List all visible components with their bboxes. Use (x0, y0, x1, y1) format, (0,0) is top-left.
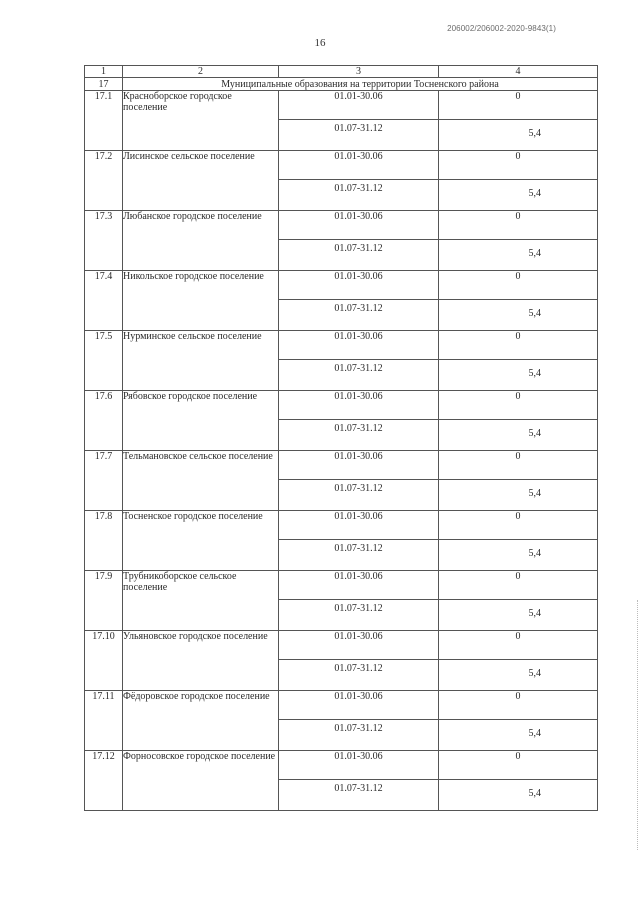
row-number: 17.4 (85, 271, 123, 331)
value-first-half: 0 (439, 211, 598, 240)
value-second-half: 5,4 (439, 240, 598, 271)
table-row (85, 151, 598, 180)
value-first-half: 0 (439, 271, 598, 300)
value-first-half: 0 (439, 91, 598, 120)
tariff-table (84, 65, 598, 811)
period-first-half: 01.01-30.06 (279, 631, 439, 660)
section-title: Муниципальные образования на территории Тосненского района (123, 78, 598, 91)
value-second-half: 5,4 (439, 540, 598, 571)
period-first-half: 01.01-30.06 (279, 451, 439, 480)
value-second-half: 5,4 (439, 720, 598, 751)
value-first-half: 0 (439, 331, 598, 360)
period-first-half: 01.01-30.06 (279, 91, 439, 120)
period-second-half: 01.07-31.12 (279, 540, 439, 571)
column-header-4: 4 (439, 66, 598, 78)
row-number: 17.11 (85, 691, 123, 751)
municipality-name: Тельмановское сельское поселение (123, 451, 279, 511)
period-first-half: 01.01-30.06 (279, 211, 439, 240)
row-number: 17.1 (85, 91, 123, 151)
value-second-half: 5,4 (439, 780, 598, 811)
table-row (85, 391, 598, 420)
section-number: 17 (85, 78, 123, 91)
period-first-half: 01.01-30.06 (279, 151, 439, 180)
period-second-half: 01.07-31.12 (279, 660, 439, 691)
period-second-half: 01.07-31.12 (279, 360, 439, 391)
value-first-half: 0 (439, 571, 598, 600)
table-row (85, 91, 598, 120)
table-row (85, 331, 598, 360)
page-number: 16 (314, 37, 326, 49)
row-number: 17.7 (85, 451, 123, 511)
municipality-name: Красноборское городское поселение (123, 91, 279, 151)
municipality-name: Тосненское городское поселение (123, 511, 279, 571)
municipality-name: Фёдоровское городское поселение (123, 691, 279, 751)
value-first-half: 0 (439, 151, 598, 180)
value-second-half: 5,4 (439, 600, 598, 631)
column-header-row (85, 66, 598, 78)
value-second-half: 5,4 (439, 420, 598, 451)
period-second-half: 01.07-31.12 (279, 120, 439, 151)
row-number: 17.12 (85, 751, 123, 811)
document-code: 206002/206002-2020-9843(1) (447, 24, 556, 33)
period-second-half: 01.07-31.12 (279, 600, 439, 631)
row-number: 17.5 (85, 331, 123, 391)
period-first-half: 01.01-30.06 (279, 331, 439, 360)
tariff-table-body (85, 66, 598, 811)
municipality-name: Рябовское городское поселение (123, 391, 279, 451)
section-row (85, 78, 598, 91)
value-first-half: 0 (439, 751, 598, 780)
period-first-half: 01.01-30.06 (279, 391, 439, 420)
period-second-half: 01.07-31.12 (279, 720, 439, 751)
value-second-half: 5,4 (439, 660, 598, 691)
period-second-half: 01.07-31.12 (279, 180, 439, 211)
value-first-half: 0 (439, 631, 598, 660)
value-second-half: 5,4 (439, 300, 598, 331)
municipality-name: Ульяновское городское поселение (123, 631, 279, 691)
municipality-name: Любанское городское поселение (123, 211, 279, 271)
period-first-half: 01.01-30.06 (279, 511, 439, 540)
row-number: 17.6 (85, 391, 123, 451)
table-row (85, 571, 598, 600)
table-row (85, 511, 598, 540)
value-second-half: 5,4 (439, 120, 598, 151)
period-first-half: 01.01-30.06 (279, 271, 439, 300)
value-first-half: 0 (439, 451, 598, 480)
period-first-half: 01.01-30.06 (279, 691, 439, 720)
municipality-name: Никольское городское поселение (123, 271, 279, 331)
municipality-name: Нурминское сельское поселение (123, 331, 279, 391)
value-first-half: 0 (439, 511, 598, 540)
column-header-2: 2 (123, 66, 279, 78)
table-row (85, 691, 598, 720)
period-second-half: 01.07-31.12 (279, 780, 439, 811)
period-first-half: 01.01-30.06 (279, 571, 439, 600)
period-second-half: 01.07-31.12 (279, 480, 439, 511)
scan-edge-mark (636, 600, 638, 850)
period-second-half: 01.07-31.12 (279, 420, 439, 451)
row-number: 17.3 (85, 211, 123, 271)
table-row (85, 451, 598, 480)
column-header-1: 1 (85, 66, 123, 78)
table-row (85, 631, 598, 660)
row-number: 17.9 (85, 571, 123, 631)
column-header-3: 3 (279, 66, 439, 78)
table-row (85, 271, 598, 300)
period-first-half: 01.01-30.06 (279, 751, 439, 780)
table-row (85, 751, 598, 780)
municipality-name: Форносовское городское поселение (123, 751, 279, 811)
municipality-name: Трубникоборское сельское поселение (123, 571, 279, 631)
value-second-half: 5,4 (439, 360, 598, 391)
municipality-name: Лисинское сельское поселение (123, 151, 279, 211)
value-second-half: 5,4 (439, 480, 598, 511)
row-number: 17.2 (85, 151, 123, 211)
table-row (85, 211, 598, 240)
period-second-half: 01.07-31.12 (279, 240, 439, 271)
row-number: 17.10 (85, 631, 123, 691)
value-first-half: 0 (439, 691, 598, 720)
row-number: 17.8 (85, 511, 123, 571)
period-second-half: 01.07-31.12 (279, 300, 439, 331)
value-first-half: 0 (439, 391, 598, 420)
value-second-half: 5,4 (439, 180, 598, 211)
